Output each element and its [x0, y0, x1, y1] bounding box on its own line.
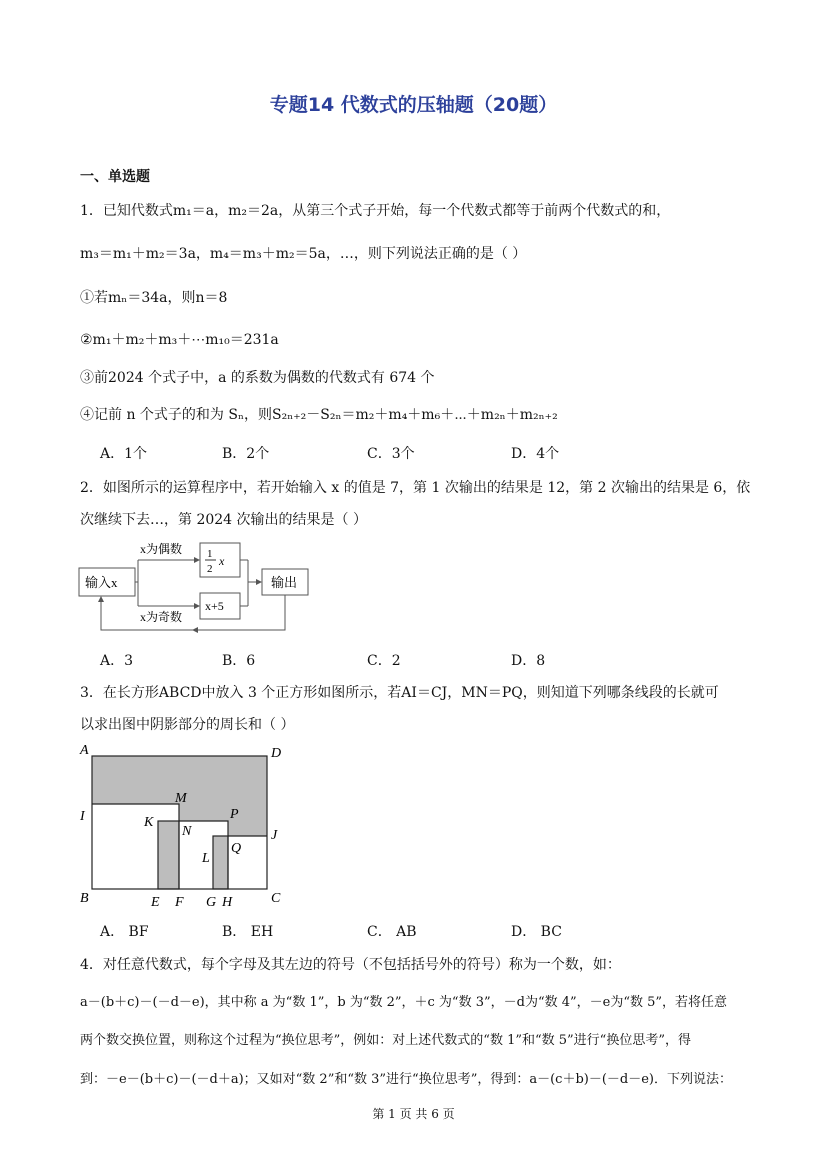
flow-half-numerator: 1 — [207, 548, 213, 560]
label-b: B — [80, 891, 89, 906]
flow-input-label: 输入x — [85, 575, 118, 590]
label-a: A — [80, 743, 89, 758]
section-heading: 一、单选题 — [80, 169, 150, 185]
shaded-bar-right — [213, 836, 228, 889]
flow-plus5-label: x+5 — [205, 599, 224, 613]
label-n: N — [182, 824, 192, 839]
label-l: L — [202, 851, 210, 866]
rectangle-diagram — [76, 740, 296, 910]
flow-even-label: x为偶数 — [140, 542, 183, 556]
q4-line-1: 4．对任意代数式，每个字母及其左边的符号（不包括括号外的符号）称为一个数，如： — [80, 957, 621, 973]
page-title: 专题14 代数式的压轴题（20题） — [269, 94, 558, 116]
q4-line-3: 两个数交换位置，则称这个过程为“换位思考”，例如：对上述代数式的“数 1”和“数 5”进行“换位思考”，得 — [80, 1033, 691, 1048]
q3-line-1: 3．在长方形ABCD中放入 3 个正方形如图所示，若AI＝CJ，MN＝PQ，则知道下列哪条线段的长就可 — [80, 685, 719, 701]
flow-half-variable: x — [219, 554, 225, 568]
flow-diagram — [76, 538, 316, 638]
q3-option-b: B． EH — [222, 924, 274, 940]
q3-option-a: A． BF — [100, 924, 149, 940]
q1-statement-4: ④记前 n 个式子的和为 Sₙ，则S₂ₙ₊₂－S₂ₙ＝m₂＋m₄＋m₆＋⋯＋m₂ₙ＋m₂ₙ₊₂ — [80, 407, 558, 423]
q2-line-2: 次继续下去…，第 2024 次输出的结果是（ ） — [80, 512, 367, 528]
label-g: G — [206, 895, 217, 910]
label-c: C — [271, 891, 281, 906]
q3-option-d: D． BC — [511, 924, 562, 940]
q1-statement-1: ①若mₙ＝34a，则n＝8 — [80, 290, 228, 306]
q3-option-c: C． AB — [367, 924, 417, 940]
label-d: D — [271, 746, 282, 761]
flow-loop-line — [101, 595, 285, 630]
flow-output-label: 输出 — [271, 575, 298, 590]
label-p: P — [230, 807, 239, 822]
label-i: I — [80, 809, 85, 824]
q4-line-2: a－(b＋c)－(－d－e)，其中称 a 为“数 1”，b 为“数 2”，＋c 为“数 3”，－d为“数 4”，－e为“数 5”，若将任意 — [80, 995, 728, 1010]
q1-statement-2: ②m₁＋m₂＋m₃＋⋯m₁₀＝231a — [80, 332, 279, 348]
label-k: K — [144, 815, 154, 830]
label-e: E — [151, 895, 160, 910]
label-f: F — [175, 895, 184, 910]
label-h: H — [222, 895, 233, 910]
label-m: M — [175, 791, 187, 806]
q2-option-a: A．3 — [100, 653, 134, 669]
q1-statement-3: ③前2024 个式子中，a 的系数为偶数的代数式有 674 个 — [80, 370, 435, 386]
page-footer: 第 1 页 共 6 页 — [372, 1107, 455, 1121]
q3-line-2: 以求出图中阴影部分的周长和（ ） — [80, 717, 295, 733]
q4-line-4: 到：－e－(b＋c)－(－d＋a)；又如对“数 2”和“数 3”进行“换位思考”，得到：a－(c＋b)－(－d－e)．下列说法： — [80, 1072, 732, 1087]
q2-option-d: D．8 — [511, 653, 546, 669]
q1-option-d: D．4个 — [511, 446, 560, 462]
flow-half-denominator: 2 — [207, 563, 213, 575]
q1-option-b: B．2个 — [222, 446, 270, 462]
q1-option-c: C．3个 — [367, 446, 415, 462]
q1-line-2: m₃＝m₁＋m₂＝3a，m₄＝m₃＋m₂＝5a，…，则下列说法正确的是（ ） — [80, 246, 527, 262]
q2-option-c: C．2 — [367, 653, 401, 669]
shaded-bar-left — [158, 821, 179, 889]
flow-odd-label: x为奇数 — [140, 610, 183, 624]
q1-line-1: 1．已知代数式m₁＝a，m₂＝2a，从第三个式子开始，每一个代数式都等于前两个代数式的和， — [80, 203, 671, 219]
q1-option-a: A．1个 — [100, 446, 148, 462]
q2-line-1: 2．如图所示的运算程序中，若开始输入 x 的值是 7，第 1 次输出的结果是 12，第 2 次输出的结果是 6，依 — [80, 480, 751, 496]
label-q: Q — [231, 841, 242, 856]
q2-option-b: B．6 — [222, 653, 256, 669]
label-j: J — [271, 828, 278, 843]
